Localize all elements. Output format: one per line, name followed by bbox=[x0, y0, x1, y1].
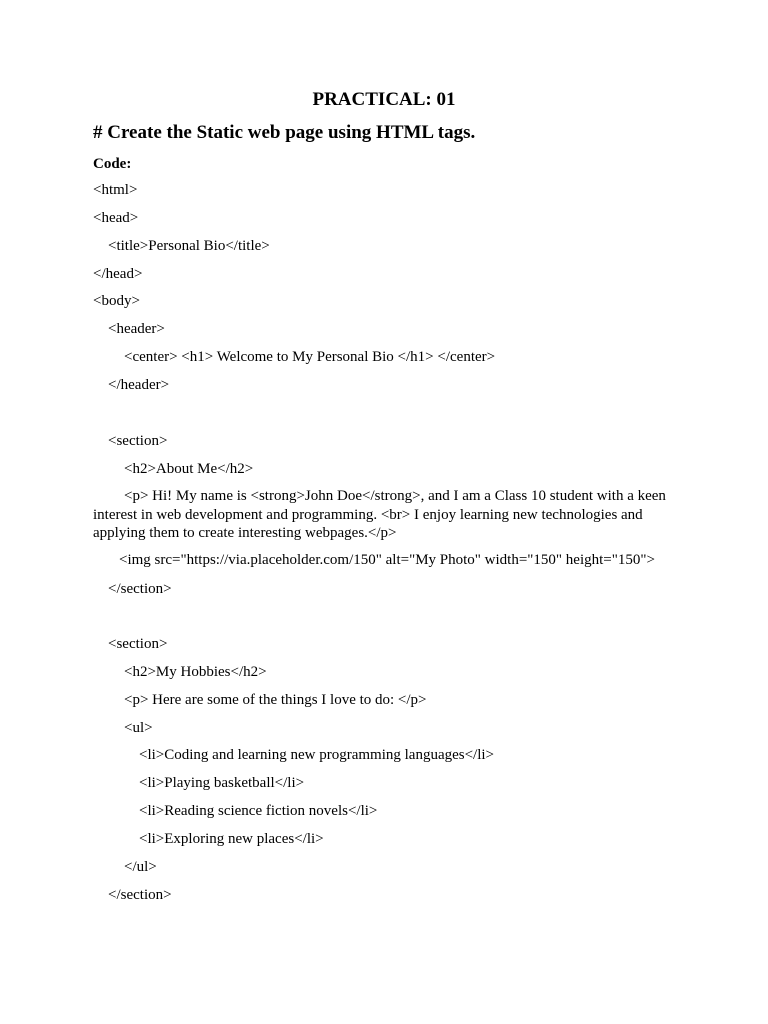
code-line: <h2>My Hobbies</h2> bbox=[124, 664, 267, 680]
code-line: <section> bbox=[108, 433, 168, 449]
code-line: </section> bbox=[108, 581, 172, 597]
code-line: <li>Playing basketball</li> bbox=[139, 775, 305, 791]
code-line: </head> bbox=[93, 266, 143, 282]
code-paragraph: <p> Hi! My name is <strong>John Doe</strong>, and I am a Class 10 student with a keen interest in web development and programming. <br> I enjoy learning new technologies and applying them to create interesting webpages.</p> bbox=[93, 488, 666, 541]
code-line: <li>Coding and learning new programming languages</li> bbox=[139, 747, 495, 763]
page-title: PRACTICAL: 01 bbox=[312, 89, 456, 110]
code-line: <h2>About Me</h2> bbox=[124, 461, 254, 477]
code-label: Code: bbox=[93, 156, 132, 172]
practical-heading: # Create the Static web page using HTML tags. bbox=[93, 122, 476, 143]
code-line: <html> bbox=[93, 182, 138, 198]
code-line: <center> <h1> Welcome to My Personal Bio </h1> </center> bbox=[124, 349, 496, 365]
code-line: <head> bbox=[93, 210, 139, 226]
code-line: <body> bbox=[93, 293, 140, 309]
code-line: <section> bbox=[108, 636, 168, 652]
code-line: <title>Personal Bio</title> bbox=[108, 238, 270, 254]
code-line: </header> bbox=[108, 377, 170, 393]
code-line: <ul> bbox=[124, 720, 153, 736]
code-line: <img src="https://via.placeholder.com/150" alt="My Photo" width="150" height="150"> bbox=[119, 552, 655, 568]
code-line: <header> bbox=[108, 321, 165, 337]
code-line: <p> Here are some of the things I love to do: </p> bbox=[124, 692, 427, 708]
code-line: </section> bbox=[108, 887, 172, 903]
code-line: <li>Reading science fiction novels</li> bbox=[139, 803, 378, 819]
code-line: </ul> bbox=[124, 859, 157, 875]
code-line: <li>Exploring new places</li> bbox=[139, 831, 324, 847]
